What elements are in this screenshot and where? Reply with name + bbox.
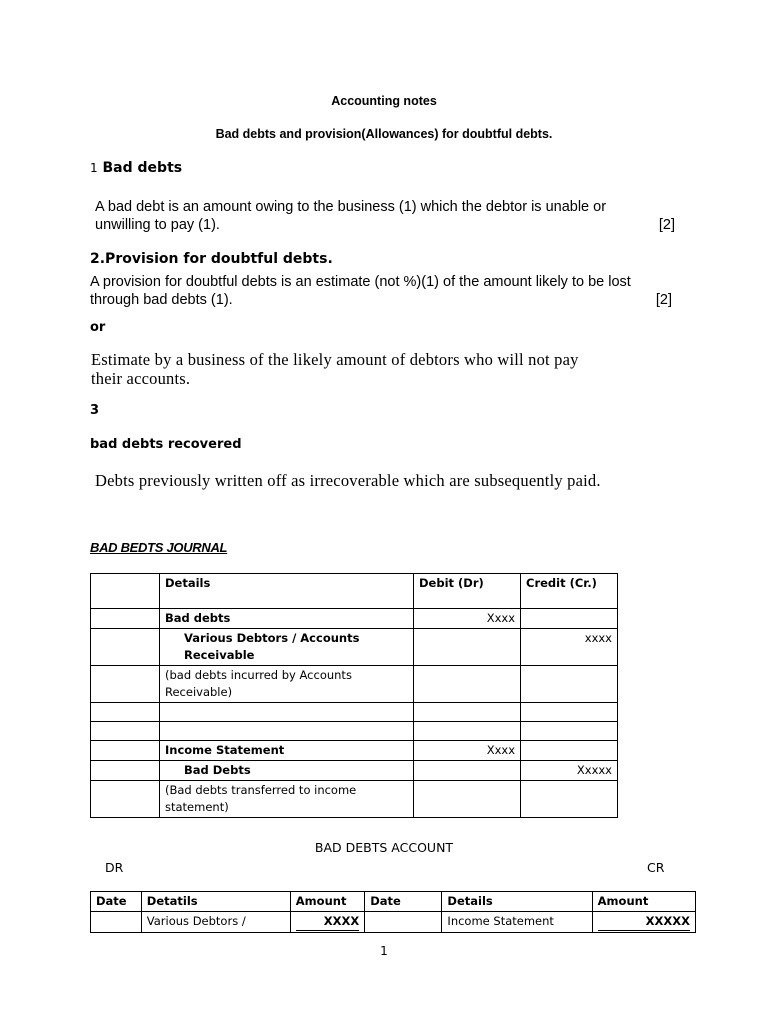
journal-header-details: Details <box>160 574 414 609</box>
journal-debit <box>414 629 521 666</box>
journal-row <box>91 761 618 781</box>
journal-cell <box>91 722 160 741</box>
journal-cell <box>91 703 160 722</box>
journal-header-debit: Debit (Dr) <box>414 574 521 609</box>
or-label: or <box>90 320 106 335</box>
journal-details: Income Statement <box>160 741 414 761</box>
journal-row <box>91 703 618 722</box>
journal-row <box>91 741 618 761</box>
journal-row <box>91 629 618 666</box>
account-header-date-dr: Date <box>91 892 142 912</box>
journal-debit: Xxxx <box>414 609 521 629</box>
journal-credit <box>521 609 618 629</box>
account-cr-label: CR <box>647 860 665 875</box>
journal-debit <box>414 666 521 703</box>
journal-details: (Bad debts transferred to income statement) <box>160 781 414 818</box>
journal-credit <box>521 741 618 761</box>
journal-credit <box>521 703 618 722</box>
section1-heading <box>90 160 182 176</box>
journal-debit: Xxxx <box>414 741 521 761</box>
estimate-line2: their accounts. <box>91 369 191 388</box>
page-subtitle: Bad debts and provision(Allowances) for doubtful debts. <box>215 127 553 141</box>
section2-mark: [2] <box>655 292 672 308</box>
account-header-amount-dr: Amount <box>290 892 364 912</box>
section2-heading: 2.Provision for doubtful debts. <box>90 251 333 267</box>
journal-credit <box>521 781 618 818</box>
section3-definition: Debts previously written off as irrecoverable which are subsequently paid. <box>95 471 601 490</box>
account-amount-dr: XXXX <box>296 913 359 931</box>
section1-number: 1 <box>90 161 98 175</box>
journal-details: Bad debts <box>160 609 414 629</box>
section3-heading: bad debts recovered <box>90 437 242 452</box>
journal-credit: xxxx <box>521 629 618 666</box>
journal-debit <box>414 781 521 818</box>
account-row <box>91 912 696 933</box>
account-header-row <box>91 892 696 912</box>
journal-credit <box>521 722 618 741</box>
section1-title: Bad debts <box>102 160 183 176</box>
journal-credit <box>521 666 618 703</box>
journal-cell <box>91 609 160 629</box>
page-number: 1 <box>380 944 388 958</box>
journal-cell <box>91 666 160 703</box>
account-date-dr <box>91 912 142 933</box>
estimate-definition <box>91 350 691 388</box>
journal-cell <box>91 781 160 818</box>
section2-definition <box>90 273 672 309</box>
section1-definition <box>95 198 675 234</box>
journal-blank-header <box>91 574 160 609</box>
account-amount-dr-cell <box>290 912 364 933</box>
page-title: Accounting notes <box>331 94 437 108</box>
account-title: BAD DEBTS ACCOUNT <box>314 840 454 855</box>
section1-mark: [2] <box>658 217 675 233</box>
journal-title: BAD BEDTS JOURNAL <box>90 540 228 555</box>
journal-row <box>91 722 618 741</box>
account-header-details-dr: Detatils <box>141 892 290 912</box>
account-table <box>90 891 696 933</box>
account-amount-cr-cell <box>592 912 695 933</box>
journal-details <box>160 703 414 722</box>
journal-debit <box>414 722 521 741</box>
journal-details <box>160 722 414 741</box>
journal-cell <box>91 741 160 761</box>
journal-debit <box>414 703 521 722</box>
journal-row <box>91 781 618 818</box>
journal-credit: Xxxxx <box>521 761 618 781</box>
section2-line1: A provision for doubtful debts is an estimate (not %)(1) of the amount likely to be lost <box>90 274 631 290</box>
account-header-amount-cr: Amount <box>592 892 695 912</box>
account-header-date-cr: Date <box>365 892 442 912</box>
account-header-details-cr: Details <box>442 892 592 912</box>
journal-details: Bad Debts <box>160 761 414 781</box>
account-dr-label: DR <box>105 860 124 875</box>
account-details-dr: Various Debtors / <box>141 912 290 933</box>
section1-line2-row <box>95 216 675 234</box>
journal-row <box>91 609 618 629</box>
account-amount-cr: XXXXX <box>598 913 690 931</box>
journal-header-row <box>91 574 618 609</box>
section3-number: 3 <box>90 403 100 418</box>
section1-line1: A bad debt is an amount owing to the business (1) which the debtor is unable or <box>95 199 607 215</box>
journal-cell <box>91 629 160 666</box>
journal-details: Various Debtors / Accounts Receivable <box>160 629 414 666</box>
section2-line2: through bad debts (1). <box>90 292 233 308</box>
section1-line2: unwilling to pay (1). <box>95 217 220 233</box>
estimate-line1: Estimate by a business of the likely amount of debtors who will not pay <box>91 350 579 369</box>
section2-line2-row <box>90 291 672 309</box>
journal-cell <box>91 761 160 781</box>
journal-debit <box>414 761 521 781</box>
journal-row <box>91 666 618 703</box>
journal-table <box>90 573 618 818</box>
account-details-cr: Income Statement <box>442 912 592 933</box>
account-date-cr <box>365 912 442 933</box>
journal-details: (bad debts incurred by Accounts Receivable) <box>160 666 414 703</box>
journal-header-credit: Credit (Cr.) <box>521 574 618 609</box>
